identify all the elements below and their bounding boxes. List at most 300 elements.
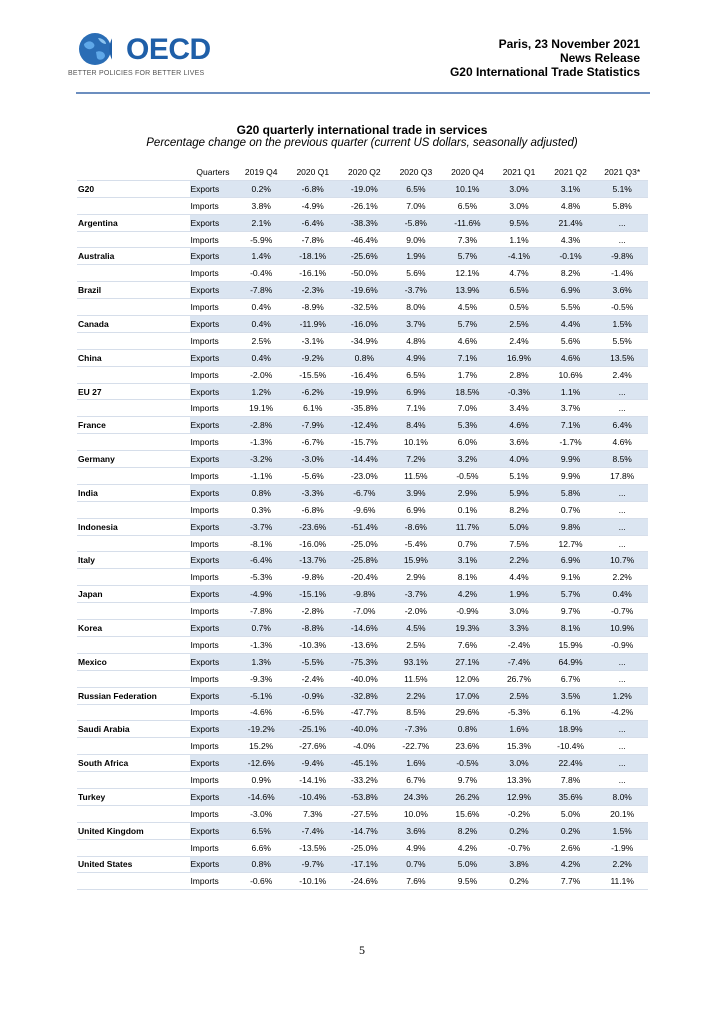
value-cell: -1.4% (596, 265, 648, 282)
country-name (78, 873, 191, 890)
table-row (78, 332, 649, 349)
value-cell: -1.7% (545, 434, 597, 451)
value-cell: 9.0% (390, 231, 442, 248)
value-cell: -4.9% (287, 197, 339, 214)
value-cell: 4.2% (442, 839, 494, 856)
flow-label: Exports (190, 282, 235, 299)
column-header: 2019 Q4 (235, 164, 287, 180)
country-name: South Africa (78, 755, 191, 772)
value-cell: -19.9% (339, 383, 391, 400)
value-cell: -15.5% (287, 366, 339, 383)
value-cell: 9.7% (545, 603, 597, 620)
value-cell: 3.1% (545, 180, 597, 197)
value-cell: ... (596, 501, 648, 518)
value-cell: -5.5% (287, 653, 339, 670)
flow-label: Imports (190, 468, 235, 485)
value-cell: -9.3% (235, 670, 287, 687)
value-cell: 3.6% (596, 282, 648, 299)
value-cell: 5.0% (545, 805, 597, 822)
value-cell: -2.4% (493, 636, 545, 653)
flow-label: Exports (190, 856, 235, 873)
value-cell: 2.5% (390, 636, 442, 653)
value-cell: -6.5% (287, 704, 339, 721)
value-cell: 4.4% (545, 316, 597, 333)
value-cell: 5.0% (493, 518, 545, 535)
flow-label: Exports (190, 620, 235, 637)
value-cell: -4.2% (596, 704, 648, 721)
value-cell: 0.4% (235, 349, 287, 366)
value-cell: -14.6% (339, 620, 391, 637)
table-row (78, 586, 649, 603)
value-cell: 6.1% (287, 400, 339, 417)
value-cell: -17.1% (339, 856, 391, 873)
country-name (78, 772, 191, 789)
value-cell: -3.7% (390, 282, 442, 299)
value-cell: 0.1% (442, 501, 494, 518)
value-cell: -6.2% (287, 383, 339, 400)
value-cell: 3.0% (493, 180, 545, 197)
value-cell: ... (596, 535, 648, 552)
value-cell: -3.0% (287, 451, 339, 468)
value-cell: -14.7% (339, 822, 391, 839)
value-cell: -0.7% (596, 603, 648, 620)
value-cell: -7.8% (235, 282, 287, 299)
table-row (78, 856, 649, 873)
release-type: News Release (559, 51, 640, 65)
country-name (78, 265, 191, 282)
value-cell: 7.3% (442, 231, 494, 248)
value-cell: 2.4% (493, 332, 545, 349)
country-name (78, 434, 191, 451)
value-cell: -1.3% (235, 636, 287, 653)
value-cell: 3.1% (442, 552, 494, 569)
value-cell: -5.3% (493, 704, 545, 721)
flow-label: Exports (190, 214, 235, 231)
flow-label: Exports (190, 248, 235, 265)
column-header: 2020 Q4 (442, 164, 494, 180)
value-cell: -50.0% (339, 265, 391, 282)
place-date: Paris, 23 November 2021 (498, 37, 640, 51)
table-row (78, 197, 649, 214)
table-row (78, 552, 649, 569)
value-cell: -34.9% (339, 332, 391, 349)
value-cell: -4.0% (339, 738, 391, 755)
value-cell: 12.1% (442, 265, 494, 282)
value-cell: 6.5% (493, 282, 545, 299)
value-cell: 10.1% (390, 434, 442, 451)
logo-tagline: BETTER POLICIES FOR BETTER LIVES (68, 70, 205, 77)
value-cell: 3.0% (493, 603, 545, 620)
value-cell: 7.7% (545, 873, 597, 890)
country-name: United Kingdom (78, 822, 191, 839)
table-row (78, 366, 649, 383)
country-name: Indonesia (78, 518, 191, 535)
value-cell: 8.2% (493, 501, 545, 518)
value-cell: 64.9% (545, 653, 597, 670)
country-name (78, 738, 191, 755)
value-cell: -19.0% (339, 180, 391, 197)
value-cell: 2.5% (493, 316, 545, 333)
value-cell: -4.1% (493, 248, 545, 265)
value-cell: 3.8% (235, 197, 287, 214)
value-cell: -45.1% (339, 755, 391, 772)
value-cell: 6.6% (235, 839, 287, 856)
value-cell: 8.0% (596, 788, 648, 805)
country-name (78, 197, 191, 214)
column-header: 2021 Q1 (493, 164, 545, 180)
value-cell: 4.0% (493, 451, 545, 468)
value-cell: 1.1% (545, 383, 597, 400)
flow-label: Exports (190, 316, 235, 333)
value-cell: 15.6% (442, 805, 494, 822)
value-cell: 15.2% (235, 738, 287, 755)
value-cell: 9.9% (545, 468, 597, 485)
value-cell: 17.0% (442, 687, 494, 704)
country-name: Japan (78, 586, 191, 603)
value-cell: 1.9% (493, 586, 545, 603)
country-name (78, 603, 191, 620)
table-row (78, 518, 649, 535)
table-row (78, 670, 649, 687)
value-cell: 93.1% (390, 653, 442, 670)
value-cell: 0.4% (235, 316, 287, 333)
value-cell: 3.6% (390, 822, 442, 839)
value-cell: -19.6% (339, 282, 391, 299)
value-cell: 2.5% (235, 332, 287, 349)
value-cell: -19.2% (235, 721, 287, 738)
flow-label: Imports (190, 670, 235, 687)
value-cell: 1.6% (390, 755, 442, 772)
value-cell: 2.2% (596, 856, 648, 873)
value-cell: -7.4% (287, 822, 339, 839)
value-cell: 7.3% (287, 805, 339, 822)
country-name: United States (78, 856, 191, 873)
value-cell: 1.1% (493, 231, 545, 248)
value-cell: 5.9% (493, 484, 545, 501)
country-name (78, 231, 191, 248)
value-cell: 7.8% (545, 772, 597, 789)
value-cell: 11.1% (596, 873, 648, 890)
country-name (78, 839, 191, 856)
value-cell: 8.4% (390, 417, 442, 434)
flow-label: Imports (190, 299, 235, 316)
flow-label: Exports (190, 180, 235, 197)
value-cell: 1.5% (596, 822, 648, 839)
value-cell: -9.6% (339, 501, 391, 518)
value-cell: 24.3% (390, 788, 442, 805)
value-cell: 3.8% (493, 856, 545, 873)
header-info (450, 37, 640, 79)
value-cell: 8.1% (442, 569, 494, 586)
table-row (78, 772, 649, 789)
country-name: Australia (78, 248, 191, 265)
country-name: Turkey (78, 788, 191, 805)
value-cell: -23.0% (339, 468, 391, 485)
value-cell: 5.6% (390, 265, 442, 282)
value-cell: 8.1% (545, 620, 597, 637)
table-row (78, 873, 649, 890)
value-cell: -4.9% (235, 586, 287, 603)
table-title: G20 quarterly international trade in services (236, 123, 488, 137)
value-cell: -22.7% (390, 738, 442, 755)
value-cell: -9.8% (596, 248, 648, 265)
value-cell: -9.8% (287, 569, 339, 586)
country-name (78, 501, 191, 518)
column-header: 2020 Q2 (339, 164, 391, 180)
value-cell: 8.2% (545, 265, 597, 282)
country-name: Italy (78, 552, 191, 569)
value-cell: 11.5% (390, 670, 442, 687)
value-cell: 1.4% (235, 248, 287, 265)
flow-label: Imports (190, 265, 235, 282)
value-cell: 3.0% (493, 755, 545, 772)
flow-label: Imports (190, 501, 235, 518)
value-cell: 6.4% (596, 417, 648, 434)
country-name: EU 27 (78, 383, 191, 400)
value-cell: -0.5% (442, 755, 494, 772)
value-cell: 6.9% (545, 282, 597, 299)
value-cell: 29.6% (442, 704, 494, 721)
value-cell: 5.7% (442, 248, 494, 265)
value-cell: -7.8% (235, 603, 287, 620)
value-cell: -25.8% (339, 552, 391, 569)
value-cell: 6.5% (390, 180, 442, 197)
country-name: G20 (78, 180, 191, 197)
value-cell: -8.1% (235, 535, 287, 552)
column-header: 2020 Q1 (287, 164, 339, 180)
value-cell: 6.9% (390, 383, 442, 400)
value-cell: -2.8% (287, 603, 339, 620)
flow-label: Imports (190, 366, 235, 383)
table-row (78, 282, 649, 299)
table-row (78, 349, 649, 366)
flow-label: Exports (190, 417, 235, 434)
value-cell: 6.1% (545, 704, 597, 721)
table-row (78, 636, 649, 653)
value-cell: 26.2% (442, 788, 494, 805)
flow-label: Imports (190, 434, 235, 451)
value-cell: 6.7% (390, 772, 442, 789)
country-name: Germany (78, 451, 191, 468)
value-cell: -9.4% (287, 755, 339, 772)
flow-label: Exports (190, 822, 235, 839)
value-cell: -7.4% (493, 653, 545, 670)
value-cell: -0.9% (287, 687, 339, 704)
table-row (78, 383, 649, 400)
flow-label: Exports (190, 518, 235, 535)
value-cell: 10.7% (596, 552, 648, 569)
table-row (78, 180, 649, 197)
value-cell: ... (596, 383, 648, 400)
value-cell: 7.6% (390, 873, 442, 890)
value-cell: 2.2% (493, 552, 545, 569)
value-cell: -15.1% (287, 586, 339, 603)
value-cell: 0.5% (493, 299, 545, 316)
country-name (78, 670, 191, 687)
value-cell: -0.5% (596, 299, 648, 316)
value-cell: 13.5% (596, 349, 648, 366)
value-cell: 9.5% (442, 873, 494, 890)
value-cell: 0.7% (545, 501, 597, 518)
trade-table (77, 164, 648, 890)
value-cell: 3.6% (493, 434, 545, 451)
value-cell: -26.1% (339, 197, 391, 214)
table-row (78, 248, 649, 265)
flow-label: Imports (190, 839, 235, 856)
value-cell: -8.6% (390, 518, 442, 535)
value-cell: 7.0% (442, 400, 494, 417)
value-cell: 3.5% (545, 687, 597, 704)
table-row (78, 839, 649, 856)
value-cell: -0.3% (493, 383, 545, 400)
value-cell: 4.6% (545, 349, 597, 366)
table-header-row (78, 164, 649, 180)
flow-label: Imports (190, 197, 235, 214)
value-cell: 12.9% (493, 788, 545, 805)
country-name: Mexico (78, 653, 191, 670)
table-row (78, 687, 649, 704)
value-cell: 4.9% (390, 349, 442, 366)
column-header: 2020 Q3 (390, 164, 442, 180)
table-row (78, 653, 649, 670)
value-cell: 16.9% (493, 349, 545, 366)
value-cell: 7.0% (390, 197, 442, 214)
value-cell: 15.9% (545, 636, 597, 653)
value-cell: -16.1% (287, 265, 339, 282)
table-row (78, 620, 649, 637)
value-cell: 4.8% (545, 197, 597, 214)
value-cell: 6.5% (235, 822, 287, 839)
column-header: 2021 Q2 (545, 164, 597, 180)
value-cell: -7.0% (339, 603, 391, 620)
value-cell: -33.2% (339, 772, 391, 789)
value-cell: 5.8% (596, 197, 648, 214)
value-cell: 9.1% (545, 569, 597, 586)
value-cell: 4.2% (442, 586, 494, 603)
country-name (78, 366, 191, 383)
value-cell: 12.0% (442, 670, 494, 687)
value-cell: -16.0% (339, 316, 391, 333)
value-cell: 3.9% (390, 484, 442, 501)
value-cell: 11.5% (390, 468, 442, 485)
value-cell: -6.8% (287, 501, 339, 518)
value-cell: 1.2% (596, 687, 648, 704)
value-cell: 5.7% (442, 316, 494, 333)
value-cell: ... (596, 231, 648, 248)
value-cell: -5.3% (235, 569, 287, 586)
value-cell: -25.1% (287, 721, 339, 738)
quarters-label: Quarters (190, 164, 235, 180)
value-cell: -0.9% (442, 603, 494, 620)
value-cell: -14.6% (235, 788, 287, 805)
value-cell: -6.7% (339, 484, 391, 501)
value-cell: ... (596, 772, 648, 789)
flow-label: Imports (190, 704, 235, 721)
value-cell: 4.8% (390, 332, 442, 349)
flow-label: Imports (190, 738, 235, 755)
value-cell: 1.2% (235, 383, 287, 400)
country-name: Brazil (78, 282, 191, 299)
flow-label: Imports (190, 569, 235, 586)
value-cell: -9.2% (287, 349, 339, 366)
value-cell: 11.7% (442, 518, 494, 535)
value-cell: 0.2% (235, 180, 287, 197)
value-cell: 7.1% (390, 400, 442, 417)
value-cell: ... (596, 721, 648, 738)
value-cell: -6.4% (287, 214, 339, 231)
value-cell: -38.3% (339, 214, 391, 231)
value-cell: 0.9% (235, 772, 287, 789)
table-row (78, 805, 649, 822)
value-cell: 8.5% (596, 451, 648, 468)
value-cell: 19.1% (235, 400, 287, 417)
value-cell: 4.5% (442, 299, 494, 316)
value-cell: 1.9% (390, 248, 442, 265)
value-cell: -13.7% (287, 552, 339, 569)
table-row (78, 535, 649, 552)
value-cell: -18.1% (287, 248, 339, 265)
value-cell: -1.9% (596, 839, 648, 856)
value-cell: 5.7% (545, 586, 597, 603)
value-cell: 0.3% (235, 501, 287, 518)
value-cell: 8.5% (390, 704, 442, 721)
value-cell: 10.1% (442, 180, 494, 197)
value-cell: 4.6% (596, 434, 648, 451)
value-cell: -27.5% (339, 805, 391, 822)
value-cell: 4.6% (493, 417, 545, 434)
globe-icon (78, 32, 112, 66)
value-cell: 0.7% (442, 535, 494, 552)
value-cell: 26.7% (493, 670, 545, 687)
value-cell: 13.3% (493, 772, 545, 789)
value-cell: -10.4% (287, 788, 339, 805)
value-cell: 6.0% (442, 434, 494, 451)
value-cell: -0.1% (545, 248, 597, 265)
value-cell: -8.8% (287, 620, 339, 637)
value-cell: 9.8% (545, 518, 597, 535)
value-cell: 7.2% (390, 451, 442, 468)
value-cell: 20.1% (596, 805, 648, 822)
value-cell: ... (596, 214, 648, 231)
table-row (78, 316, 649, 333)
value-cell: -5.8% (390, 214, 442, 231)
value-cell: 5.8% (545, 484, 597, 501)
country-name (78, 468, 191, 485)
value-cell: -9.8% (339, 586, 391, 603)
value-cell: -14.1% (287, 772, 339, 789)
value-cell: -0.6% (235, 873, 287, 890)
value-cell: 15.9% (390, 552, 442, 569)
value-cell: -12.6% (235, 755, 287, 772)
table-row (78, 417, 649, 434)
country-name (78, 332, 191, 349)
table-row (78, 214, 649, 231)
value-cell: -6.7% (287, 434, 339, 451)
value-cell: -0.2% (493, 805, 545, 822)
value-cell: 5.1% (493, 468, 545, 485)
value-cell: -3.7% (235, 518, 287, 535)
table-row (78, 299, 649, 316)
value-cell: 4.4% (493, 569, 545, 586)
value-cell: ... (596, 738, 648, 755)
value-cell: -25.0% (339, 535, 391, 552)
value-cell: ... (596, 484, 648, 501)
value-cell: -27.6% (287, 738, 339, 755)
logo-wordmark: OECD (126, 33, 211, 66)
flow-label: Exports (190, 451, 235, 468)
value-cell: -1.1% (235, 468, 287, 485)
value-cell: 9.7% (442, 772, 494, 789)
